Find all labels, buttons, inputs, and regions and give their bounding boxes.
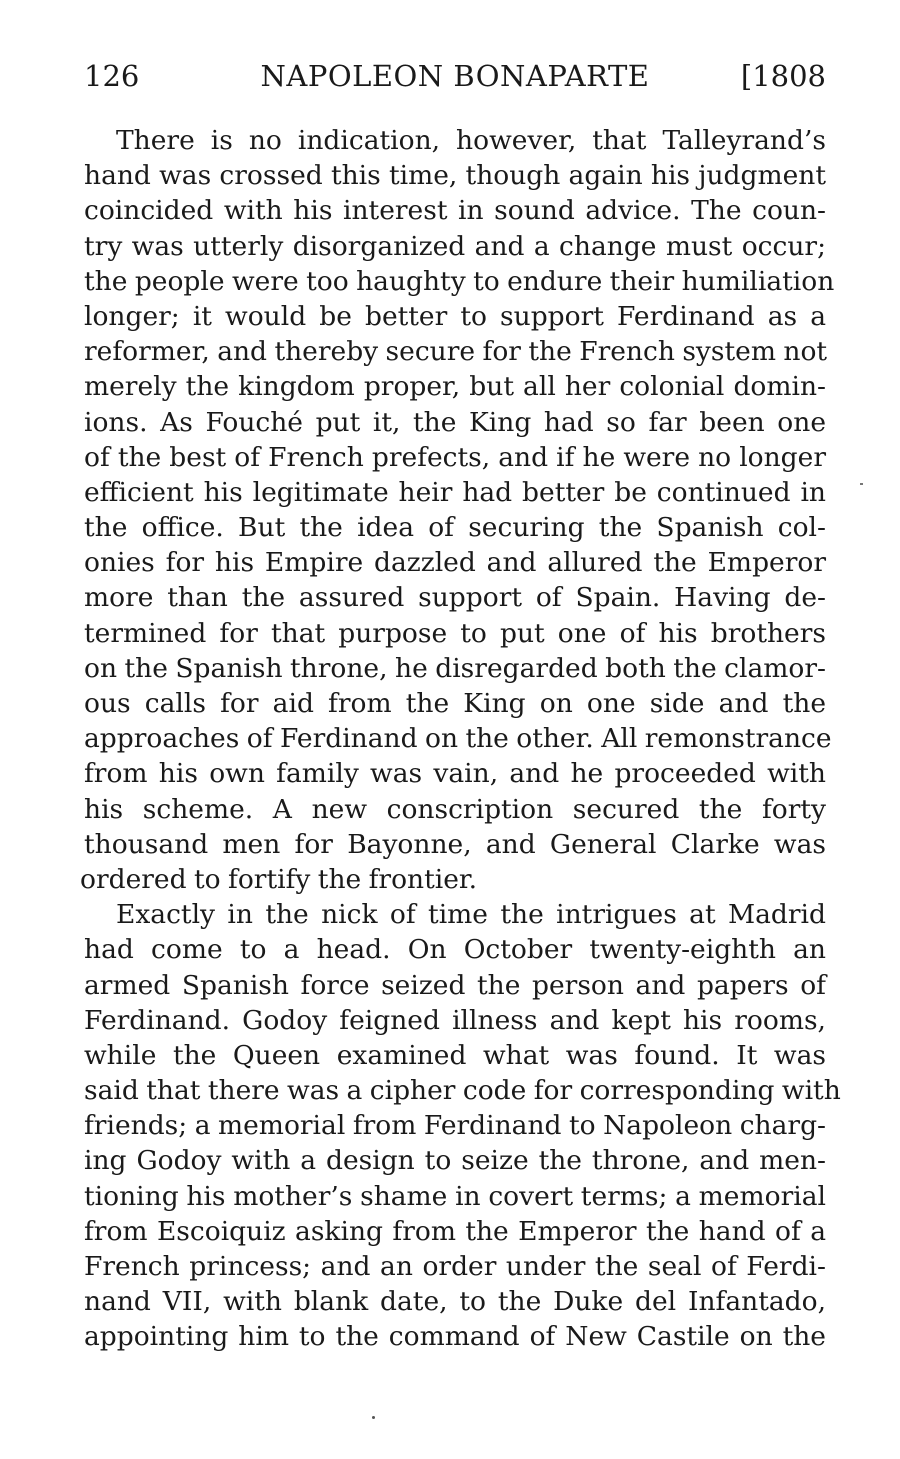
text-line: armed Spanish force seized the person and papers of <box>84 969 826 1001</box>
text-line: approaches of Ferdinand on the other. All remonstrance <box>84 723 832 755</box>
text-line: There is no indication, however, that Talleyrand’s <box>116 125 826 156</box>
text-line: of the best of French prefects, and if he were no longer <box>84 441 826 473</box>
text-line: appointing him to the command of New Castile on the <box>84 1321 826 1353</box>
text-line: his scheme. A new conscription secured the forty <box>84 793 826 825</box>
text-line: merely the kingdom proper, but all her colonial domin- <box>84 371 826 403</box>
text-line: Ferdinand. Godoy feigned illness and kept his rooms, <box>84 1004 826 1036</box>
text-line: efficient his legitimate heir had better be continued in <box>84 476 826 508</box>
text-line: onies for his Empire dazzled and allured the Emperor <box>84 547 826 579</box>
text-line: said that there was a cipher code for corresponding with <box>84 1075 841 1107</box>
text-line: reformer, and thereby secure for the French system not <box>84 336 828 368</box>
text-line: the people were too haughty to endure their humiliation <box>84 265 835 297</box>
text-line: more than the assured support of Spain. Having de- <box>84 582 826 614</box>
text-line: had come to a head. On October twenty-eighth an <box>84 934 826 966</box>
text-line: ions. As Fouché put it, the King had so far been one <box>84 406 826 438</box>
text-line: the office. But the idea of securing the Spanish col- <box>84 512 826 544</box>
text-line: nand VII, with blank date, to the Duke del Infantado, <box>84 1286 826 1318</box>
text-line: from Escoiquiz asking from the Emperor the hand of a <box>84 1215 826 1247</box>
text-line: hand was crossed this time, though again his judgment <box>84 160 826 192</box>
text-line: ous calls for aid from the King on one side and the <box>84 688 826 719</box>
text-line: termined for that purpose to put one of his brothers <box>84 617 826 649</box>
paragraph-2 <box>84 897 841 1354</box>
text-line: tioning his mother’s shame in covert terms; a memorial <box>84 1180 826 1212</box>
book-title: NAPOLEON BONAPARTE <box>260 59 650 93</box>
text-line: while the Queen examined what was found. It was <box>84 1039 826 1071</box>
running-head <box>84 56 826 96</box>
text-line: ing Godoy with a design to seize the throne, and men- <box>84 1145 826 1177</box>
text-line: on the Spanish throne, he disregarded both the clamor- <box>84 652 826 684</box>
margin-speck <box>860 483 863 485</box>
body-text <box>80 123 841 1355</box>
text-line: try was utterly disorganized and a change must occur; <box>84 230 826 262</box>
text-line: from his own family was vain, and he proceeded with <box>84 758 826 790</box>
text-line: longer; it would be better to support Ferdinand as a <box>84 300 826 332</box>
text-line: thousand men for Bayonne, and General Clarke was <box>84 828 826 860</box>
page-number: 126 <box>84 59 140 93</box>
text-line: Exactly in the nick of time the intrigues at Madrid <box>116 899 826 931</box>
year-marker: [1808 <box>740 59 826 93</box>
text-line: coincided with his interest in sound advice. The coun- <box>84 195 826 227</box>
scan-speck <box>372 1416 375 1419</box>
paragraph-1 <box>80 123 835 897</box>
text-line: ordered to fortify the frontier. <box>80 863 478 895</box>
text-line: friends; a memorial from Ferdinand to Napoleon charg- <box>84 1110 826 1142</box>
text-line: French princess; and an order under the seal of Ferdi- <box>84 1251 826 1282</box>
